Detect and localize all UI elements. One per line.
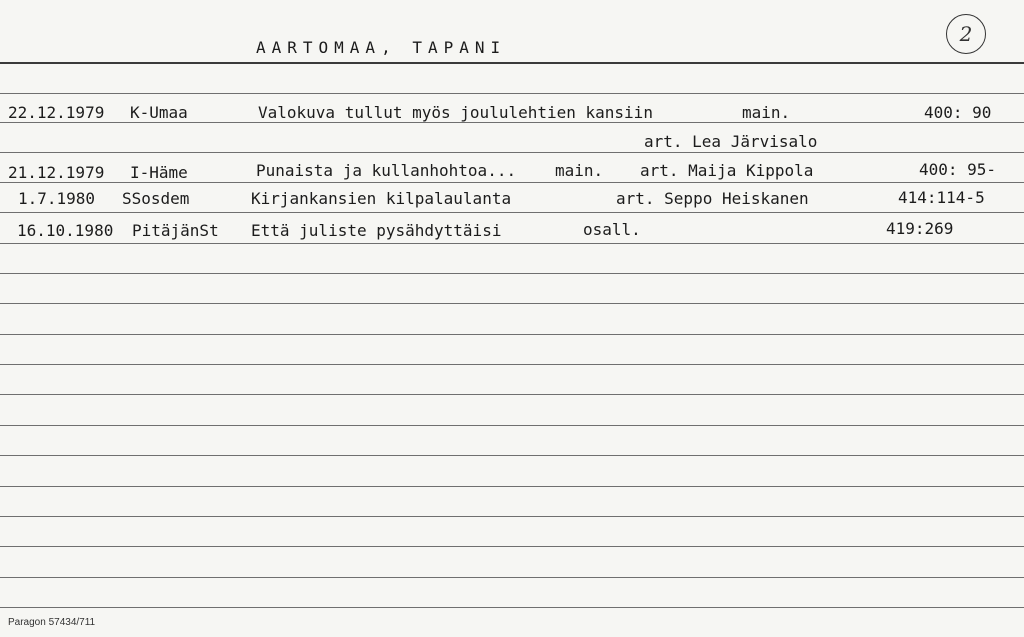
card-footer: Paragon 57434/711 [8, 617, 96, 628]
entry-date: 21.12.1979 [8, 163, 105, 182]
ruled-line [0, 152, 1024, 153]
ruled-line [0, 93, 1024, 94]
entry-art: art. Maija Kippola [640, 161, 814, 180]
ruled-line [0, 455, 1024, 456]
entry-type: osall. [583, 220, 641, 239]
ruled-line [0, 425, 1024, 426]
ruled-line [0, 364, 1024, 365]
entry-text: Kirjankansien kilpalaulanta [251, 189, 512, 208]
ruled-line [0, 394, 1024, 395]
entry-ref: 414:114-5 [898, 188, 985, 207]
ruled-line [0, 303, 1024, 304]
ruled-line [0, 243, 1024, 244]
ruled-line [0, 273, 1024, 274]
entry-ref: 400: 90 [924, 103, 992, 122]
entry-date: 1.7.1980 [18, 189, 96, 208]
ruled-line [0, 182, 1024, 183]
entry-text: Punaista ja kullanhohtoa... [256, 161, 517, 180]
entry-type: main. [555, 161, 604, 180]
ruled-line [0, 516, 1024, 517]
entry-date: 22.12.1979 [8, 103, 105, 122]
entry-text: Että juliste pysähdyttäisi [251, 221, 502, 240]
entry-art: art. Seppo Heiskanen [616, 189, 809, 208]
entry-type: main. [742, 103, 791, 122]
entry-paper: I-Häme [130, 163, 188, 182]
entry-note: art. Lea Järvisalo [644, 132, 818, 151]
ruled-line [0, 607, 1024, 608]
entry-text: Valokuva tullut myös joululehtien kansiin [258, 103, 653, 122]
ruled-line [0, 546, 1024, 547]
card-number-mark [946, 14, 986, 54]
entry-ref: 419:269 [886, 219, 954, 238]
entry-paper: PitäjänSt [132, 221, 219, 240]
ruled-line [0, 577, 1024, 578]
entry-ref: 400: 95- [919, 160, 997, 179]
ruled-line [0, 122, 1024, 123]
entry-paper: K-Umaa [130, 103, 188, 122]
card-title: AARTOMAA, TAPANI [256, 38, 507, 57]
entry-paper: SSosdem [122, 189, 190, 208]
ruled-line [0, 486, 1024, 487]
ruled-line [0, 334, 1024, 335]
card-number: 2 [959, 22, 973, 46]
ruled-line [0, 212, 1024, 213]
header-rule [0, 62, 1024, 64]
entry-date: 16.10.1980 [17, 221, 114, 240]
